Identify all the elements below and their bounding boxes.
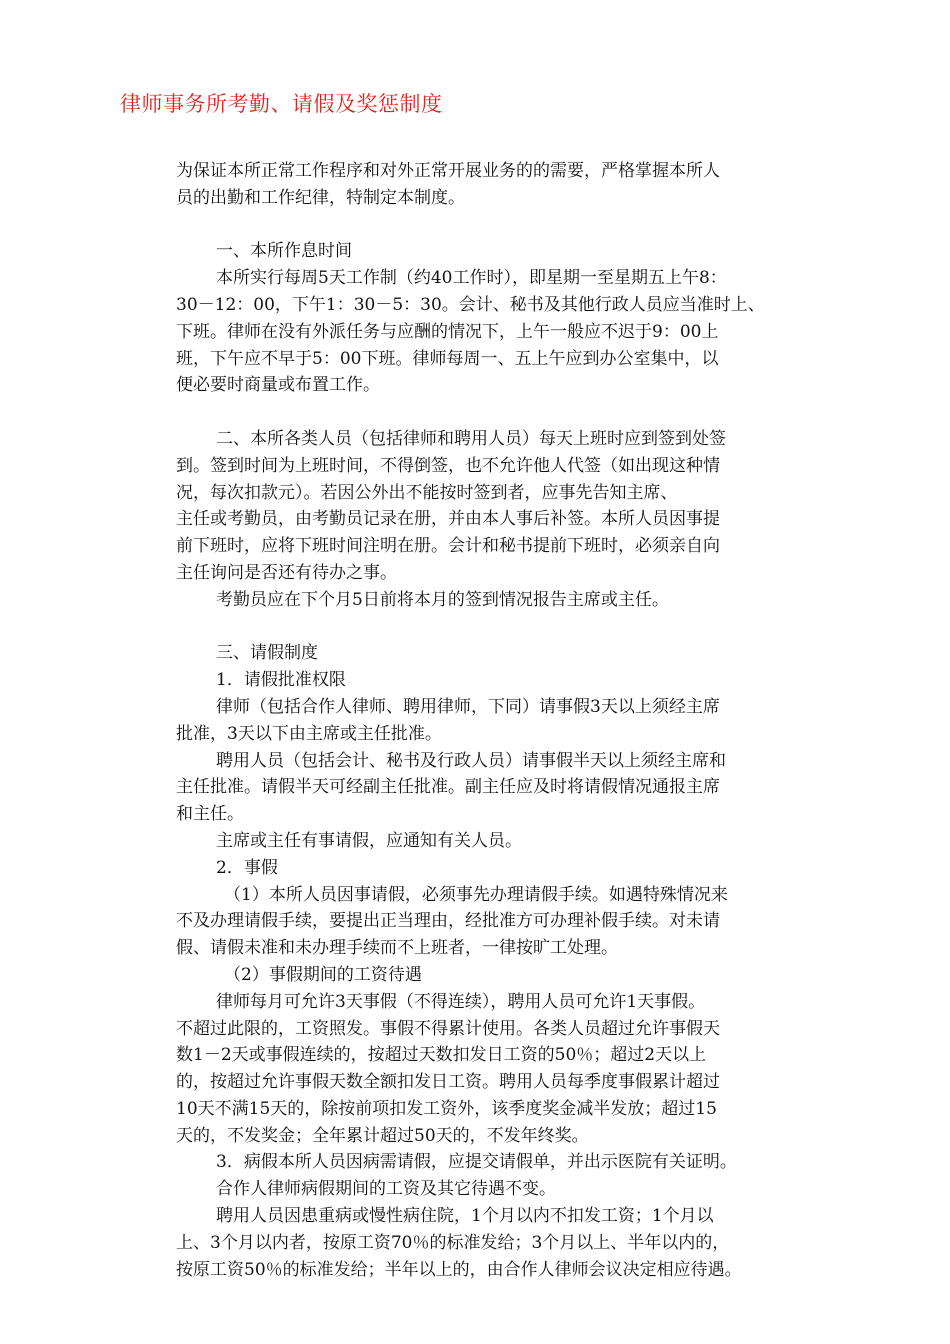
paragraph-line: 不超过此限的，工资照发。事假不得累计使用。各类人员超过允许事假天 bbox=[176, 1018, 720, 1039]
section-heading: 一、本所作息时间 bbox=[216, 241, 352, 262]
paragraph-line: 批准，3天以下由主席或主任批准。 bbox=[176, 723, 442, 744]
subsection-heading: 1．请假批准权限 bbox=[216, 670, 346, 691]
paragraph-line: 便必要时商量或布置工作。 bbox=[176, 375, 380, 396]
paragraph-line: 的，按超过允许事假天数全额扣发日工资。聘用人员每季度事假累计超过 bbox=[176, 1072, 720, 1093]
section-heading: 二、本所各类人员（包括律师和聘用人员）每天上班时应到签到处签 bbox=[216, 428, 726, 449]
paragraph-line: 上、3个月以内者，按原工资70％的标准发给；3个月以上、半年以内的， bbox=[176, 1232, 730, 1253]
paragraph-line: 律师（包括合作人律师、聘用律师，下同）请事假3天以上须经主席 bbox=[216, 696, 720, 717]
paragraph-line: 聘用人员（包括会计、秘书及行政人员）请事假半天以上须经主席和 bbox=[216, 750, 726, 771]
document-title: 律师事务所考勤、请假及奖惩制度 bbox=[120, 92, 443, 116]
paragraph-line: 班，下午应不早于5：00下班。律师每周一、五上午应到办公室集中，以 bbox=[176, 348, 719, 369]
blank-line bbox=[176, 614, 836, 641]
paragraph-line: 考勤员应在下个月5日前将本月的签到情况报告主席或主任。 bbox=[216, 589, 669, 610]
subsection-heading: （2）事假期间的工资待遇 bbox=[224, 964, 422, 985]
paragraph-line: 按原工资50％的标准发给；半年以上的，由合作人律师会议决定相应待遇。 bbox=[176, 1259, 742, 1280]
paragraph-line: 主席或主任有事请假，应通知有关人员。 bbox=[216, 830, 522, 851]
paragraph-line: 前下班时，应将下班时间注明在册。会计和秘书提前下班时，必须亲自向 bbox=[176, 536, 720, 557]
paragraph-line: 下班。律师在没有外派任务与应酬的情况下，上午一般应不迟于9：00上 bbox=[176, 321, 719, 342]
paragraph-line: 律师每月可允许3天事假（不得连续），聘用人员可允许1天事假。 bbox=[216, 991, 706, 1012]
paragraph-line: 天的，不发奖金；全年累计超过50天的，不发年终奖。 bbox=[176, 1125, 589, 1146]
paragraph-line: 聘用人员因患重病或慢性病住院，1个月以内不扣发工资；1个月以 bbox=[216, 1206, 714, 1227]
paragraph-line: 不及办理请假手续，要提出正当理由，经批准方可办理补假手续。对未请 bbox=[176, 911, 720, 932]
paragraph-line: 到。签到时间为上班时间，不得倒签，也不允许他人代签（如出现这种情 bbox=[176, 455, 720, 476]
blank-line bbox=[176, 212, 836, 239]
paragraph-line: 本所实行每周5天工作制（约40工作时），即星期一至星期五上午8： bbox=[216, 268, 727, 289]
paragraph-line: 主任或考勤员，由考勤员记录在册，并由本人事后补签。本所人员因事提 bbox=[176, 509, 720, 530]
paragraph-line: 况，每次扣款元）。若因公外出不能按时签到者，应事先告知主席、 bbox=[176, 482, 678, 503]
subsection-heading: 3．病假本所人员因病需请假，应提交请假单，并出示医院有关证明。 bbox=[216, 1152, 737, 1173]
paragraph-line: 和主任。 bbox=[176, 804, 244, 825]
paragraph-line: 员的出勤和工作纪律，特制定本制度。 bbox=[176, 187, 465, 208]
paragraph-line: 30－12：00，下午1：30－5：30。会计、秘书及其他行政人员应当准时上、 bbox=[176, 294, 765, 315]
paragraph-line: （1）本所人员因事请假，必须事先办理请假手续。如遇特殊情况来 bbox=[224, 884, 728, 905]
paragraph-line: 为保证本所正常工作程序和对外正常开展业务的的需要，严格掌握本所人 bbox=[176, 161, 720, 181]
paragraph-line: 数1－2天或事假连续的，按超过天数扣发日工资的50％；超过2天以上 bbox=[176, 1045, 707, 1066]
paragraph-line: 合作人律师病假期间的工资及其它待遇不变。 bbox=[216, 1179, 556, 1200]
paragraph-line: 10天不满15天的，除按前项扣发工资外，该季度奖金减半发放；超过15 bbox=[176, 1098, 717, 1119]
blank-line bbox=[176, 399, 836, 426]
subsection-heading: 2．事假 bbox=[216, 857, 278, 878]
document-body bbox=[176, 158, 836, 1283]
paragraph-line: 假、请假未准和未办理手续而不上班者，一律按旷工处理。 bbox=[176, 938, 618, 959]
paragraph-line: 主任询问是否还有待办之事。 bbox=[176, 562, 397, 583]
paragraph-line: 主任批准。请假半天可经副主任批准。副主任应及时将请假情况通报主席 bbox=[176, 777, 720, 798]
section-heading: 三、请假制度 bbox=[216, 643, 318, 664]
